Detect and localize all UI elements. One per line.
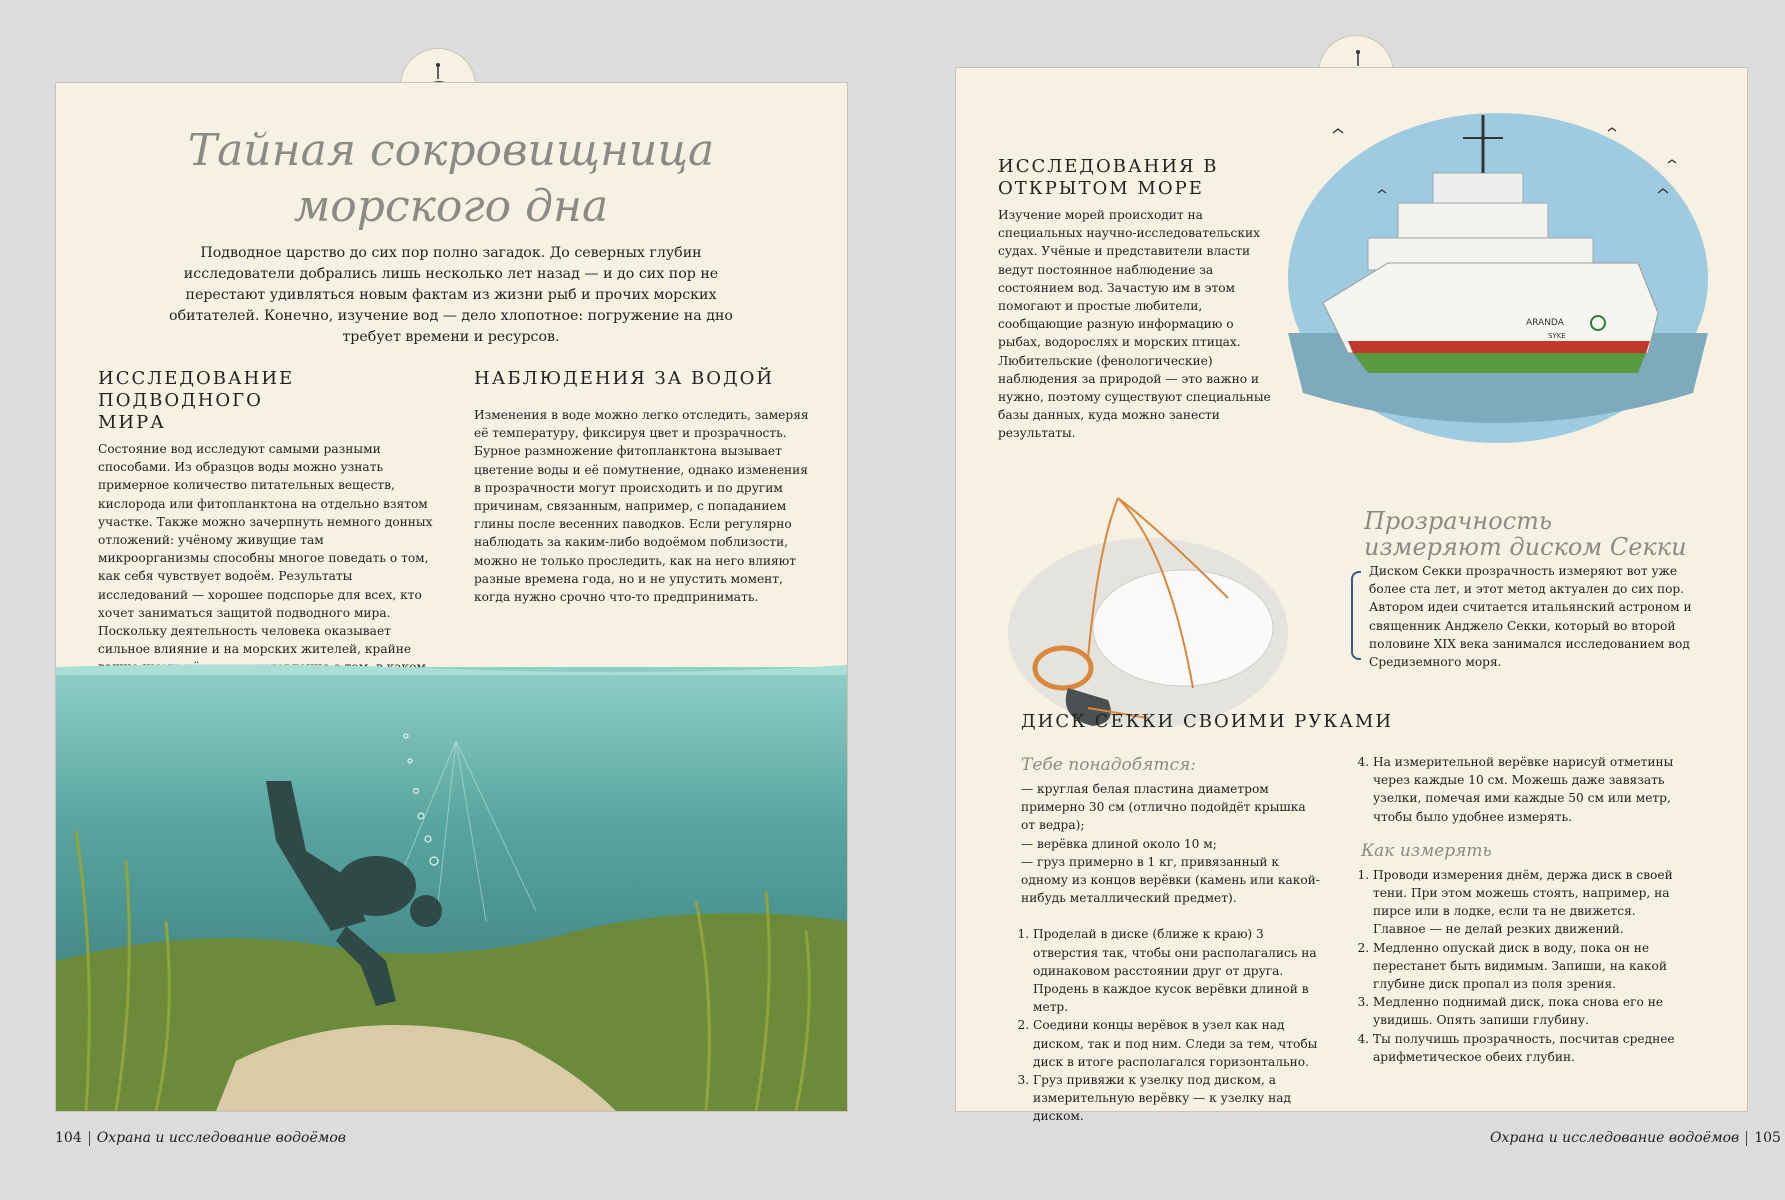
steps-list <box>1021 925 1321 1125</box>
underwater-illustration <box>56 661 847 1111</box>
diy-right-column <box>1361 753 1686 1066</box>
right-page <box>955 67 1748 1124</box>
research-ship-illustration <box>1278 103 1718 448</box>
list-item: 2. Медленно опускай диск в воду, пока он не перестанет быть видимым. Запиши, на какой глубине диск пропал из поля зрения. <box>1373 939 1686 994</box>
list-item: 3. Груз привяжи к узелку под диском, а измерительную верёвку — к узелку над диском. <box>1033 1071 1321 1126</box>
section-body: Изучение морей происходит на специальных научно-исследовательских судах. Учёные и представители власти ведут постоянное наблюдение за состоянием вод. Зачастую им в этом помогают и простые любители, сообщающие разную информацию о рыбах, водорослях и морских птицах. Любительские (фенологические) наблюдения за природой — это важно и нужно, поэтому существуют специальные базы данных, куда можно занести результаты. <box>998 208 1271 441</box>
measure-list <box>1361 866 1686 1066</box>
list-item: 4. Ты получишь прозрачность, посчитав среднее арифметическое обеих глубин. <box>1373 1030 1686 1066</box>
diy-left-column <box>1021 755 1321 1126</box>
brace-decoration <box>1351 571 1361 660</box>
footer-left <box>55 1130 346 1146</box>
list-item: 2. Соедини концы верёвок в узел как над диском, так и под ним. Следи за тем, чтобы диск в итоге располагался горизонтально. <box>1033 1016 1321 1071</box>
list-item: 1. Проделай в диске (ближе к краю) 3 отверстия так, чтобы они располагались на одинаковом расстоянии друг от друга. Продень в каждое кусок верёвки длиной в метр. <box>1033 925 1321 1016</box>
section-open-sea <box>998 156 1273 443</box>
chapter-name: Охрана и исследование водоёмов <box>1490 1130 1740 1146</box>
secchi-body: Диском Секки прозрачность измеряют вот уже более ста лет, и этот метод актуален до сих пор. Автором идеи считается итальянский астроном и священник Анджело Секки, который во второй половине XIX века занимался исследованием вод Средиземного моря. <box>1369 564 1692 670</box>
footer-right <box>1490 1130 1781 1146</box>
list-item: 1. Проводи измерения днём, держа диск в своей тени. При этом можешь стоять, например, на пирсе или в лодке, если та не движется. Главное — не делай резких движений. <box>1373 866 1686 939</box>
list-item: — верёвка длиной около 10 м; <box>1021 836 1217 851</box>
materials-list <box>1021 780 1321 907</box>
intro-paragraph: Подводное царство до сих пор полно загадок. До северных глубин исследователи добрались лишь несколько лет назад — и до сих пор не перестают удивляться новым фактам из жизни рыб и прочих морских обитателей. Конечно, изучение вод — дело хлопотное: погружение на дно требует времени и ресурсов. <box>169 245 733 345</box>
section-heading: ДИСК СЕККИ СВОИМИ РУКАМИ <box>1021 711 1394 732</box>
ship-code-text: SYKE <box>1548 332 1566 340</box>
chapter-name: Охрана и исследование водоёмов <box>96 1130 346 1146</box>
ship-name-text: ARANDA <box>1526 318 1564 328</box>
page-title: Тайная сокровищница морского дна <box>187 125 715 232</box>
measure-label: Как измерять <box>1361 840 1492 861</box>
left-page <box>55 82 848 1112</box>
secchi-title: Прозрачность измеряют диском Секки <box>1364 507 1687 561</box>
list-item: — груз примерно в 1 кг, привязанный к одному из концов верёвки (камень или какой-нибудь металлический предмет). <box>1021 854 1320 906</box>
section-diy <box>1021 711 1701 733</box>
section-body: Состояние вод исследуют самыми разными способами. Из образцов воды можно узнать примерное количество питательных веществ, кислорода или фитопланктона на отдельно взятом участке. Также можно зачерпнуть немного донных отложений: учёному живущие там микроорганизмы способны многое поведать о том, как себя чувствует водоём. Результаты исследований — хорошее подспорье для всех, кто хочет заниматься защитой подводного мира. Поскольку деятельность человека оказывает сильное влияние и на морских жителей, крайне <box>98 442 433 657</box>
section-heading: ИССЛЕДОВАНИЯ В ОТКРЫТОМ МОРЕ <box>998 156 1219 199</box>
list-item: — круглая белая пластина диаметром примерно 30 см (отлично подойдёт крышка от ведра); <box>1021 782 1306 833</box>
list-item: 3. Медленно поднимай диск, пока снова его не увидишь. Опять запиши глубину. <box>1373 993 1686 1029</box>
page-number: 105 <box>1754 1130 1781 1146</box>
need-label: Тебе понадобятся: <box>1021 755 1197 775</box>
section-body: Изменения в воде можно легко отследить, замеряя её температуру, фиксируя цвет и прозрачность. Бурное размножение фитопланктона вызывает цветение воды и её помутнение, однако изменения в прозрачности могут происходить и по другим причинам, связанным, например, с попаданием глины после весенних паводков. Если регулярно наблюдать за каким-либо водоёмом поблизости, можно не только проследить, как на него влияют разные времена года, но и не упустить момент, когда нужно срочно что-то предпринимать. <box>474 408 809 605</box>
section-heading: ИССЛЕДОВАНИЕ ПОДВОДНОГО МИРА <box>98 368 295 433</box>
steps-list-continued <box>1361 753 1686 826</box>
section-heading: НАБЛЮДЕНИЯ ЗА ВОДОЙ <box>474 368 775 389</box>
list-item: 4. На измерительной верёвке нарисуй отметины через каждые 10 см. Можешь даже завязать узелки, помечая ими каждые 50 см или метр, чтобы было удобнее измерять. <box>1373 753 1686 826</box>
section-water-observation <box>474 368 809 606</box>
page-number: 104 <box>55 1130 82 1146</box>
